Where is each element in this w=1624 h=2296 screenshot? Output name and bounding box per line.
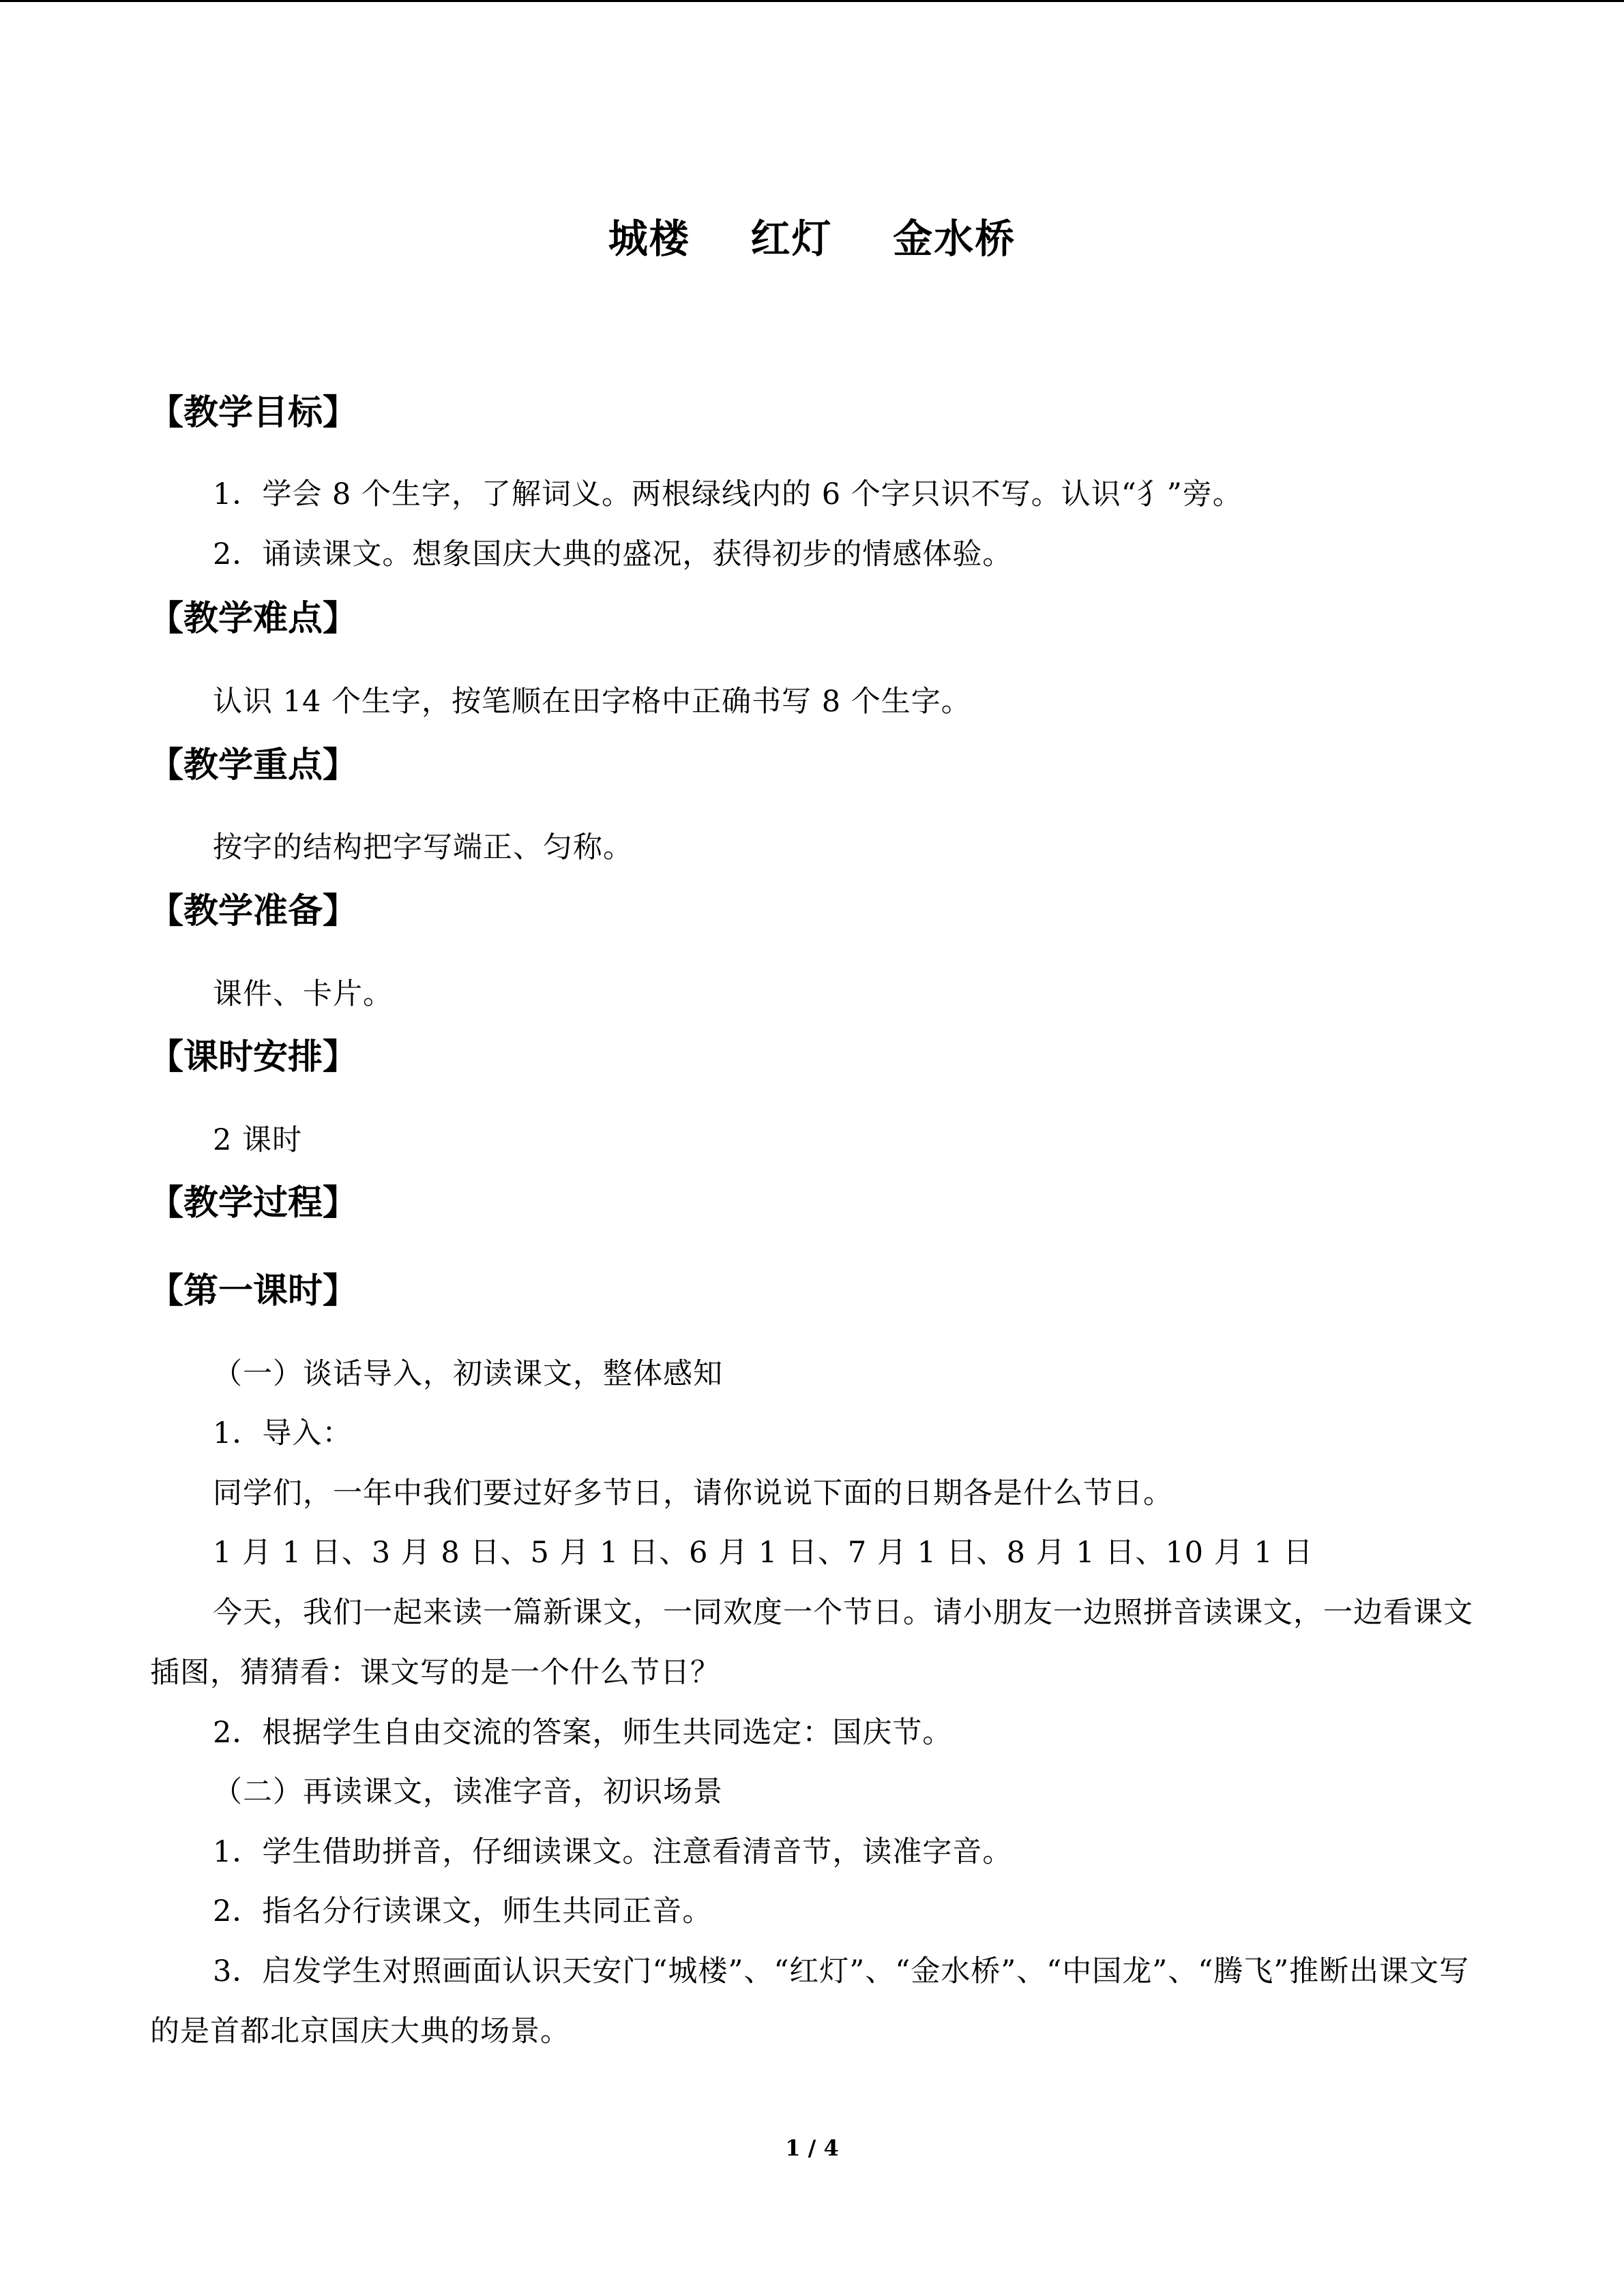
first-lesson-step-2-title: （二）再读课文，读准字音，初识场景 [213, 1775, 723, 1809]
difficulties-text: 认识 14 个生字，按笔顺在田字格中正确书写 8 个生字。 [213, 685, 971, 719]
page-number: 1 / 4 [785, 2135, 839, 2161]
heading-teaching-difficulties: 【教学难点】 [149, 599, 358, 639]
heading-first-lesson: 【第一课时】 [149, 1271, 358, 1311]
first-lesson-intro-paragraph: 今天，我们一起来读一篇新课文，一同欢度一个节日。请小朋友一边照拼音读课文，一边看课文插图，猜猜看：课文写的是一个什么节日？ [150, 1596, 1473, 1690]
first-lesson-step-2-item-3: 3．启发学生对照画面认识天安门“城楼”、“红灯”、“金水桥”、“中国龙”、“腾飞”推断出课文写的是首都北京国庆大典的场景。 [150, 1954, 1470, 2048]
first-lesson-step-1-title: （一）谈话导入，初读课文，整体感知 [213, 1357, 723, 1391]
heading-teaching-key-points: 【教学重点】 [149, 745, 358, 786]
key-points-text: 按字的结构把字写端正、匀称。 [213, 831, 633, 865]
first-lesson-answer: 2．根据学生自由交流的答案，师生共同选定：国庆节。 [213, 1716, 953, 1750]
objective-item-1: 1．学会 8 个生字，了解词义。两根绿线内的 6 个字只识不写。认识“犭”旁。 [213, 477, 1243, 511]
first-lesson-step-2-item-1: 1．学生借助拼音，仔细读课文。注意看清音节，读准字音。 [213, 1835, 1013, 1869]
first-lesson-intro-question: 同学们，一年中我们要过好多节日，请你说说下面的日期各是什么节日。 [213, 1476, 1173, 1510]
first-lesson-step-2-item-2: 2．指名分行读课文，师生共同正音。 [213, 1894, 713, 1928]
first-lesson-intro-label: 1．导入： [213, 1416, 353, 1450]
objective-item-2: 2．诵读课文。想象国庆大典的盛况，获得初步的情感体验。 [213, 537, 1013, 571]
heading-lesson-schedule: 【课时安排】 [149, 1037, 358, 1077]
schedule-text: 2 课时 [213, 1123, 303, 1157]
heading-teaching-objectives: 【教学目标】 [149, 393, 358, 433]
heading-teaching-preparation: 【教学准备】 [149, 891, 358, 931]
heading-teaching-process: 【教学过程】 [149, 1183, 358, 1223]
first-lesson-dates-list: 1 月 1 日、3 月 8 日、5 月 1 日、6 月 1 日、7 月 1 日、8 月 1 日、10 月 1 日 [213, 1536, 1314, 1570]
document-title: 城楼 红灯 金水桥 [608, 215, 1016, 262]
preparation-text: 课件、卡片。 [213, 977, 393, 1011]
